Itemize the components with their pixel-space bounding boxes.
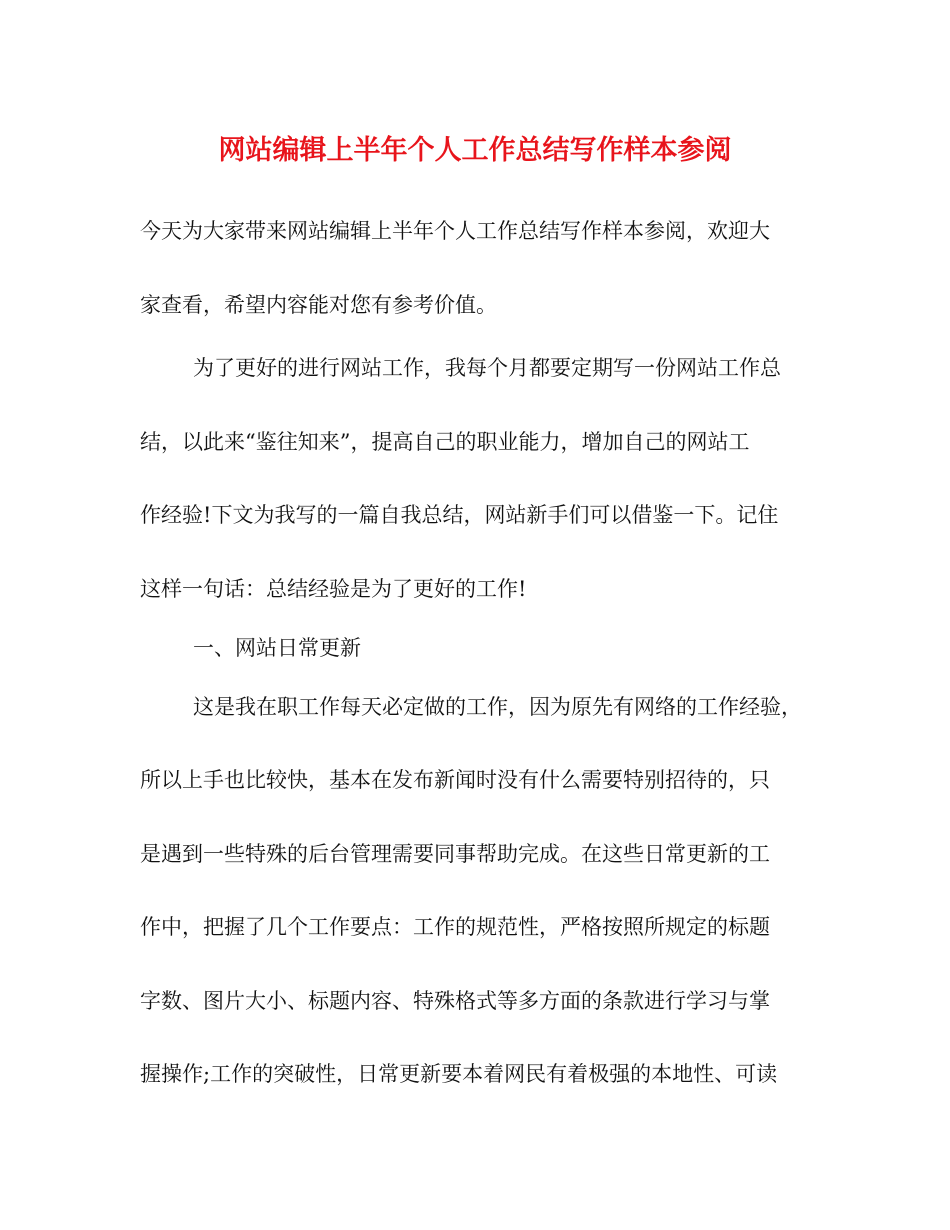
text-line-10: 是遇到一些特殊的后台管理需要同事帮助完成。在这些日常更新的工: [140, 842, 770, 866]
text-line-5: 作经验!下文为我写的一篇自我总结，网站新手们可以借鉴一下。记住: [140, 503, 779, 527]
text-line-6: 这样一句话：总结经验是为了更好的工作!: [140, 577, 527, 601]
text-line-1: 今天为大家带来网站编辑上半年个人工作总结写作样本参阅，欢迎大: [140, 219, 770, 243]
text-line-12: 字数、图片大小、标题内容、特殊格式等多方面的条款进行学习与掌: [140, 989, 770, 1013]
text-line-8: 这是我在职工作每天必定做的工作，因为原先有网络的工作经验，: [193, 695, 802, 719]
text-line-13: 握操作;工作的突破性，日常更新要本着网民有着极强的本地性、可读: [140, 1062, 778, 1086]
section-heading: 一、网站日常更新: [193, 636, 361, 660]
document-title: 网站编辑上半年个人工作总结写作样本参阅: [218, 135, 732, 166]
text-line-3: 为了更好的进行网站工作，我每个月都要定期写一份网站工作总: [193, 356, 781, 380]
text-line-11: 作中，把握了几个工作要点：工作的规范性，严格按照所规定的标题: [140, 915, 770, 939]
text-line-9: 所以上手也比较快，基本在发布新闻时没有什么需要特别招待的，只: [140, 768, 770, 792]
text-line-4: 结，以此来“鉴往知来”，提高自己的职业能力，增加自己的网站工: [140, 430, 750, 454]
text-line-2: 家查看，希望内容能对您有参考价值。: [140, 293, 497, 317]
